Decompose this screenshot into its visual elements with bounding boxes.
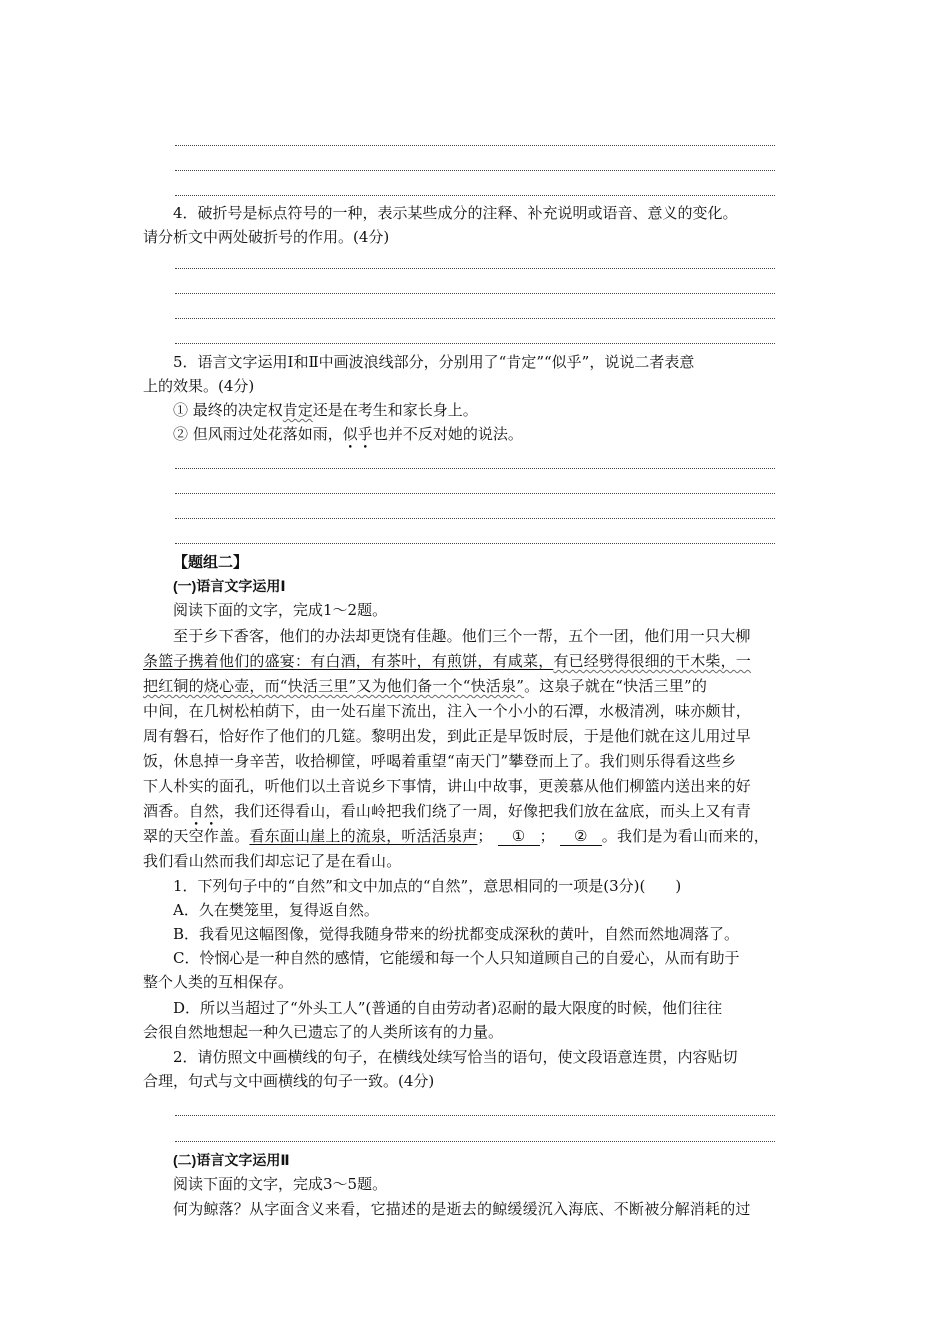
answer-line [175, 268, 775, 269]
answer-line [175, 195, 775, 196]
q5-s2-dotted-char: 乎 [357, 425, 373, 443]
wavy-sentence: 有已经劈得很细的干木柴，一 [553, 652, 752, 670]
q5-s1-post: 还是在考生和家长身上。 [312, 401, 478, 419]
dotted-char: 自 [188, 802, 204, 820]
section1-title: (一)语言文字运用Ⅰ [173, 578, 286, 594]
g2-q1-option-d[interactable]: D．所以当超过了“外头工人”(普通的自由劳动者)忍耐的最大限度的时候，他们往往 [173, 999, 723, 1017]
passage-text: ； [477, 827, 493, 845]
passage-text: 酒香。 [143, 802, 189, 820]
passage-text: ，我们还得看山，看山岭把我们绕了一周，好像把我们放在盆底，而头上又有青 [219, 802, 752, 820]
q4-prompt-line1: 4．破折号是标点符号的一种，表示某些成分的注释、补充说明或语音、意义的变化。 [173, 204, 738, 222]
q5-s1-wavy: 肯定 [282, 401, 313, 419]
g2-q1-stem: 1．下列句子中的“自然”和文中加点的“自然”，意思相同的一项是(3分)( ) [173, 877, 682, 895]
section2-title: (二)语言文字运用Ⅱ [173, 1152, 290, 1168]
g2-q1-option-b[interactable]: B．我看见这幅图像，觉得我随身带来的纷扰都变成深秋的黄叶，自然而然地凋落了。 [173, 925, 740, 943]
passage-line [143, 675, 707, 698]
passage-line [143, 825, 769, 848]
passage-line: 至于乡下香客，他们的办法却更饶有佳趣。他们三个一帮，五个一团，他们用一只大柳 [173, 627, 751, 645]
passage-line: 周有磐石，恰好作了他们的几筵。黎明出发，到此正是早饭时辰，于是他们就在这儿用过早 [143, 727, 752, 745]
passage-line: 中间，在几树松柏荫下，由一处石崖下流出，注入一个小小的石潭，水极清冽，味亦颇甘， [143, 702, 752, 720]
passage-text: ； [539, 827, 555, 845]
q5-prompt-line1: 5．语言文字运用Ⅰ和Ⅱ中画波浪线部分，分别用了“肯定”“似乎”，说说二者表意 [173, 353, 695, 371]
underlined-sentence: 看东面山崖上的流泉，听活活泉声 [249, 827, 478, 845]
passage-text: 。这泉子就在“快活三里”的 [524, 677, 708, 695]
answer-line [175, 518, 775, 519]
g2-q1-option-c[interactable]: C．怜悯心是一种自然的感情，它能缓和每一个人只知道顾自己的自爱心，从而有助于 [173, 949, 740, 967]
answer-line [175, 1141, 775, 1142]
wavy-sentence: 把红铜的烧心壶，而“快活三里”又为他们备一个“快活泉” [143, 677, 525, 695]
g2-q1-option-d-cont: 会很自然地想起一种久已遗忘了的人类所该有的力量。 [143, 1023, 504, 1041]
g2-q1-option-c-cont: 整个人类的互相保存。 [143, 973, 294, 991]
passage-line: 饭，休息掉一身辛苦，收拾柳筐，呼喝着重望“南天门”攀登而上了。我们则乐得看这些乡 [143, 752, 737, 770]
q5-prompt-line2: 上的效果。(4分) [143, 377, 255, 395]
answer-line [175, 468, 775, 469]
passage2-line: 何为鲸落？从字面含义来看，它描述的是逝去的鲸缓缓沉入海底、不断被分解消耗的过 [173, 1200, 751, 1218]
g2-q1-option-a[interactable]: A．久在樊笼里，复得返自然。 [173, 901, 379, 919]
blank-2[interactable]: ② [560, 827, 602, 846]
q5-s1-pre: ① 最终的决定权 [173, 401, 283, 419]
g2-q2-stem-line1: 2．请仿照文中画横线的句子，在横线处续写恰当的语句，使文段语意连贯，内容贴切 [173, 1048, 738, 1066]
section2-instruction: 阅读下面的文字，完成3～5题。 [173, 1175, 388, 1193]
passage-line [143, 650, 751, 673]
dotted-char: 然 [203, 802, 220, 820]
answer-line [175, 318, 775, 319]
q5-s2-dotted-char: 似 [342, 425, 358, 443]
passage-line [143, 800, 751, 823]
blank-1[interactable]: ① [498, 827, 540, 846]
answer-line [175, 493, 775, 494]
section1-instruction: 阅读下面的文字，完成1～2题。 [173, 601, 388, 619]
answer-line [175, 343, 775, 344]
q5-sentence-1 [173, 399, 478, 422]
answer-line [175, 293, 775, 294]
group2-header: 【题组二】 [173, 553, 249, 571]
passage-text: 。我们是为看山而来的， [601, 827, 769, 845]
q5-sentence-2 [173, 423, 523, 446]
answer-line [175, 543, 775, 544]
q4-prompt-line2: 请分析文中两处破折号的作用。(4分) [143, 228, 390, 246]
passage-text: 翠的天空作盖。 [143, 827, 250, 845]
underlined-sentence: 条篮子携着他们的盛宴：有白酒，有茶叶，有煎饼，有咸菜， [143, 652, 554, 670]
q5-s2-pre: ② 但风雨过处花落如雨， [173, 425, 343, 443]
answer-line [175, 170, 775, 171]
answer-line [175, 1115, 775, 1116]
q5-s2-post: 也并不反对她的说法。 [372, 425, 523, 443]
g2-q2-stem-line2: 合理，句式与文中画横线的句子一致。(4分) [143, 1072, 435, 1090]
passage-line: 我们看山然而我们却忘记了是在看山。 [143, 852, 402, 870]
answer-line [175, 145, 775, 146]
passage-line: 下人朴实的面孔，听他们以土音说乡下事情，讲山中故事，更羡慕从他们柳篮内送出来的好 [143, 777, 752, 795]
